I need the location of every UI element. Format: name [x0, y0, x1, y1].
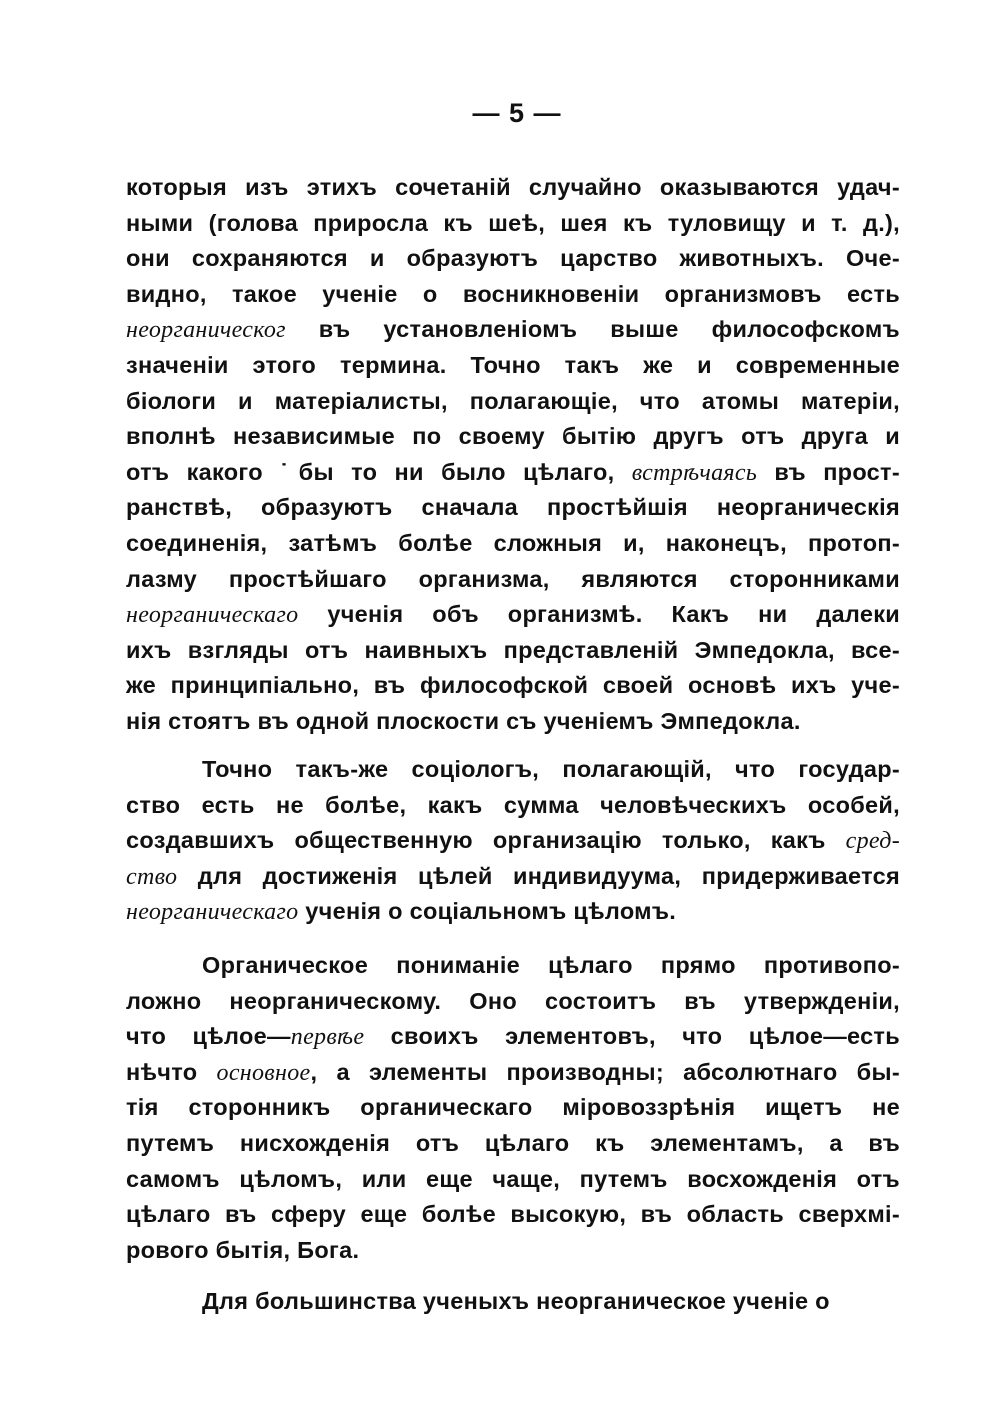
text-segment: видно, такое ученіе о восникновеніи организмовъ есть — [126, 280, 900, 307]
text-line — [126, 490, 900, 526]
text-line — [126, 984, 900, 1020]
paragraph-2 — [126, 752, 900, 930]
text-line — [126, 562, 900, 598]
text-line — [126, 597, 900, 633]
text-line — [126, 894, 900, 930]
text-segment: путемъ нисхожденія отъ цѣлаго къ элементамъ, а въ — [126, 1129, 900, 1156]
text-line — [126, 384, 900, 420]
text-segment: ученія о соціальномъ цѣломъ. — [298, 898, 677, 925]
text-segment: , а элементы производны; абсолютнаго бы- — [310, 1058, 900, 1085]
italic-text: ство — [126, 863, 178, 890]
text-segment: отъ какого ˙бы то ни было цѣлаго, — [126, 458, 632, 485]
text-segment: нія стоятъ въ одной плоскости съ ученіемъ Эмпедокла. — [126, 707, 801, 734]
text-line — [126, 526, 900, 562]
text-segment: ными (голова приросла къ шеѣ, шея къ туловищу и т. д.), — [126, 209, 900, 236]
text-line — [126, 752, 900, 788]
text-segment: создавшихъ общественную организацію только, какъ — [126, 827, 846, 854]
paragraph-1 — [126, 170, 900, 740]
text-line — [126, 455, 900, 491]
text-segment: нѣчто — [126, 1058, 217, 1085]
text-line — [126, 1019, 900, 1055]
text-segment: которыя изъ этихъ сочетаній случайно оказываются удач- — [126, 174, 900, 200]
text-segment: біологи и матеріалисты, полагающіе, что атомы матеріи, — [126, 387, 900, 414]
text-line — [126, 704, 900, 740]
text-segment: ученія объ организмѣ. Какъ ни далеки — [298, 601, 900, 628]
text-line — [126, 348, 900, 384]
italic-text: неорганическаго — [126, 602, 299, 629]
text-line — [126, 1197, 900, 1233]
text-line — [126, 241, 900, 277]
italic-text: основное — [216, 1059, 311, 1086]
text-segment: своихъ элементовъ, что цѣлое—есть — [364, 1023, 900, 1050]
text-line — [126, 277, 900, 313]
text-segment: соединенія, затѣмъ болѣе сложныя и, наконецъ, протоп- — [126, 529, 900, 556]
text-line — [126, 1090, 900, 1126]
text-line — [126, 668, 900, 704]
text-line — [126, 312, 900, 348]
text-line — [126, 948, 900, 984]
text-line — [126, 1162, 900, 1198]
text-line — [126, 859, 900, 895]
text-segment: Органическое пониманіе цѣлаго прямо противопо- — [202, 952, 900, 978]
text-line — [126, 1233, 900, 1269]
text-segment: для достиженія цѣлей индивидуума, придерживается — [177, 862, 900, 889]
text-line — [126, 1055, 900, 1091]
text-line — [126, 170, 900, 206]
text-segment: ложно неорганическому. Оно состоитъ въ утвержденіи, — [126, 987, 900, 1014]
text-segment: въ прост- — [757, 458, 900, 485]
text-segment: тія сторонникъ органическаго міровоззрѣнія ищетъ не — [126, 1094, 900, 1121]
text-line — [126, 633, 900, 669]
text-segment: они сохраняются и образуютъ царство животныхъ. Оче- — [126, 245, 900, 272]
text-segment: въ установленіомъ выше философскомъ — [285, 316, 900, 343]
text-segment: ихъ взгляды отъ наивныхъ представленій Эмпедокла, все- — [126, 636, 900, 663]
text-segment: цѣлаго въ сферу еще болѣе высокую, въ область сверхмі- — [126, 1201, 900, 1228]
page-number: — 5 — — [472, 98, 562, 128]
italic-text: неорганическаго — [126, 899, 299, 926]
text-segment: самомъ цѣломъ, или еще чаще, путемъ восхожденія отъ — [126, 1165, 900, 1192]
text-segment: вполнѣ независимые по своему бытію другъ отъ друга и — [126, 423, 900, 450]
text-segment: рового бытія, Бога. — [126, 1236, 360, 1263]
text-line — [126, 1284, 900, 1320]
italic-text: первѣе — [290, 1024, 365, 1051]
text-segment: же принципіально, въ философской своей основѣ ихъ уче- — [126, 672, 900, 699]
text-line — [126, 419, 900, 455]
text-line — [126, 823, 900, 859]
text-segment: Для большинства ученыхъ неорганическое ученіе о — [202, 1288, 830, 1314]
text-line — [126, 788, 900, 824]
text-line — [126, 206, 900, 242]
text-line — [126, 1126, 900, 1162]
text-segment: лазму простѣйшаго организма, являются сторонниками — [126, 565, 900, 592]
text-segment: что цѣлое— — [126, 1023, 291, 1050]
italic-text: встрѣчаясь — [631, 459, 758, 486]
paragraph-3 — [126, 948, 900, 1268]
text-segment: ранствѣ, образуютъ сначала простѣйшія неорганическія — [126, 494, 900, 521]
italic-text: неорганическог — [126, 317, 286, 344]
text-segment: значеніи этого термина. Точно такъ же и современные — [126, 351, 900, 378]
text-segment: Точно такъ-же соціологъ, полагающій, что государ- — [202, 756, 900, 782]
text-segment: ство есть не болѣе, какъ сумма человѣческихъ особей, — [126, 791, 900, 818]
paragraph-4 — [126, 1284, 900, 1320]
italic-text: сред- — [845, 828, 900, 855]
